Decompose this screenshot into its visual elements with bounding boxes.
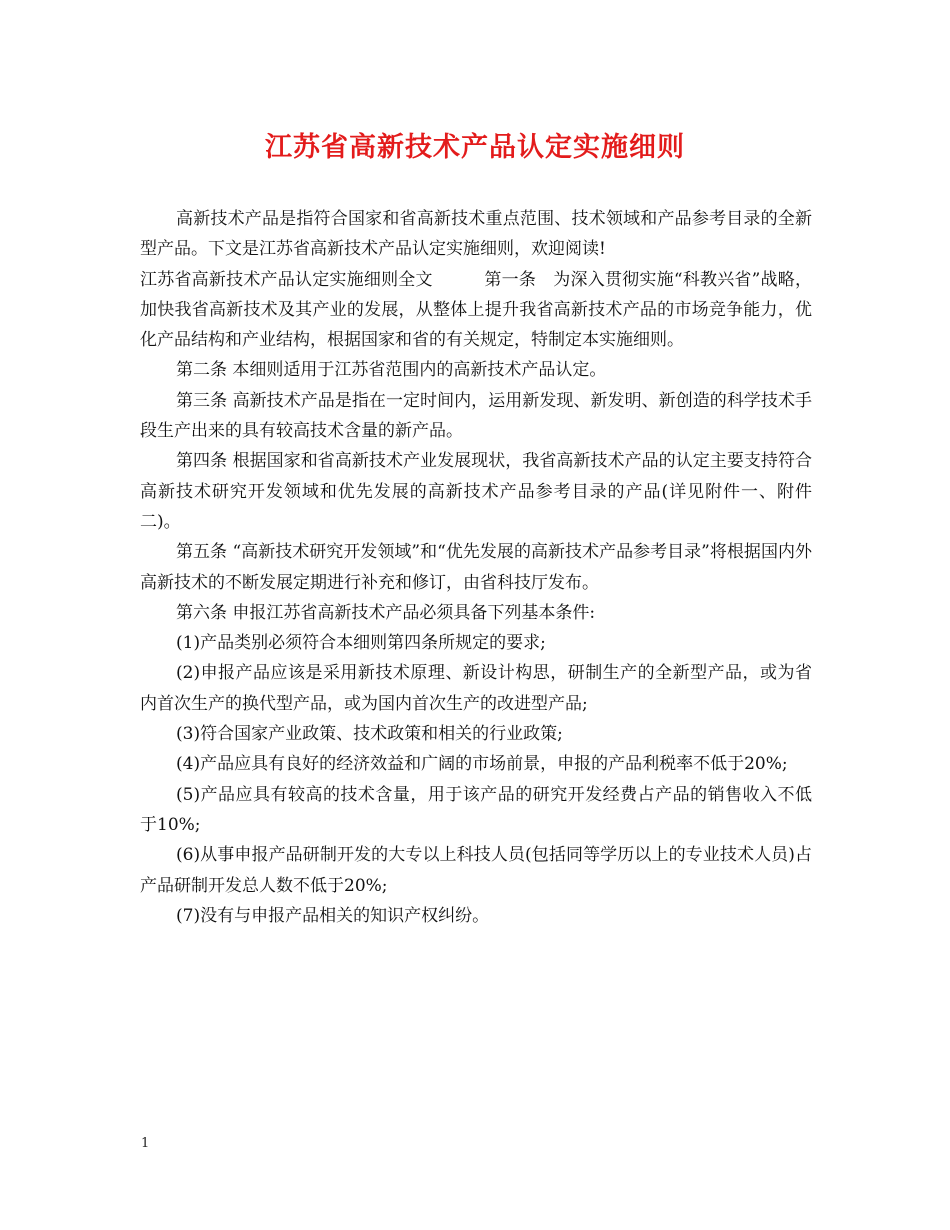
paragraph: 高新技术产品是指符合国家和省高新技术重点范围、技术领域和产品参考目录的全新型产品。下文是江苏省高新技术产品认定实施细则，欢迎阅读! — [140, 209, 812, 260]
paragraph: (4)产品应具有良好的经济效益和广阔的市场前景，申报的产品利税率不低于20%; — [176, 754, 788, 775]
document-title: 江苏省高新技术产品认定实施细则 — [265, 132, 685, 163]
page-number: 1 — [141, 1136, 150, 1151]
paragraph: 第六条 申报江苏省高新技术产品必须具备下列基本条件: — [176, 602, 596, 623]
paragraph: 第三条 高新技术产品是指在一定时间内，运用新发现、新发明、新创造的科学技术手段生产出来的具有较高技术含量的新产品。 — [140, 390, 812, 442]
paragraph: (7)没有与申报产品相关的知识产权纠纷。 — [176, 905, 490, 926]
paragraph: (2)申报产品应该是采用新技术原理、新设计构思，研制生产的全新型产品，或为省内首次生产的换代型产品，或为国内首次生产的改进型产品; — [140, 663, 812, 714]
paragraph: (5)产品应具有较高的技术含量，用于该产品的研究开发经费占产品的销售收入不低于10%; — [140, 784, 812, 835]
paragraph: 第四条 根据国家和省高新技术产业发展现状，我省高新技术产品的认定主要支持符合高新技术研究开发领域和优先发展的高新技术产品参考目录的产品(详见附件一、附件二)。 — [140, 451, 812, 532]
paragraph: (3)符合国家产业政策、技术政策和相关的行业政策; — [176, 724, 563, 745]
paragraph: 江苏省高新技术产品认定实施细则全文 第一条 为深入贯彻实施“科教兴省”战略，加快我省高新技术及其产业的发展，从整体上提升我省高新技术产品的市场竞争能力，优化产品结构和产业结构，根据国家和省的有关规定，特制定本实施细则。 — [140, 269, 812, 351]
paragraph: (1)产品类别必须符合本细则第四条所规定的要求; — [176, 633, 546, 654]
paragraph: (6)从事申报产品研制开发的大专以上科技人员(包括同等学历以上的专业技术人员)占产品研制开发总人数不低于20%; — [140, 845, 812, 896]
document-body — [140, 204, 812, 931]
paragraph: 第二条 本细则适用于江苏省范围内的高新技术产品认定。 — [176, 360, 607, 381]
paragraph: 第五条 “高新技术研究开发领域”和“优先发展的高新技术产品参考目录”将根据国内外高新技术的不断发展定期进行补充和修订，由省科技厅发布。 — [140, 542, 812, 593]
